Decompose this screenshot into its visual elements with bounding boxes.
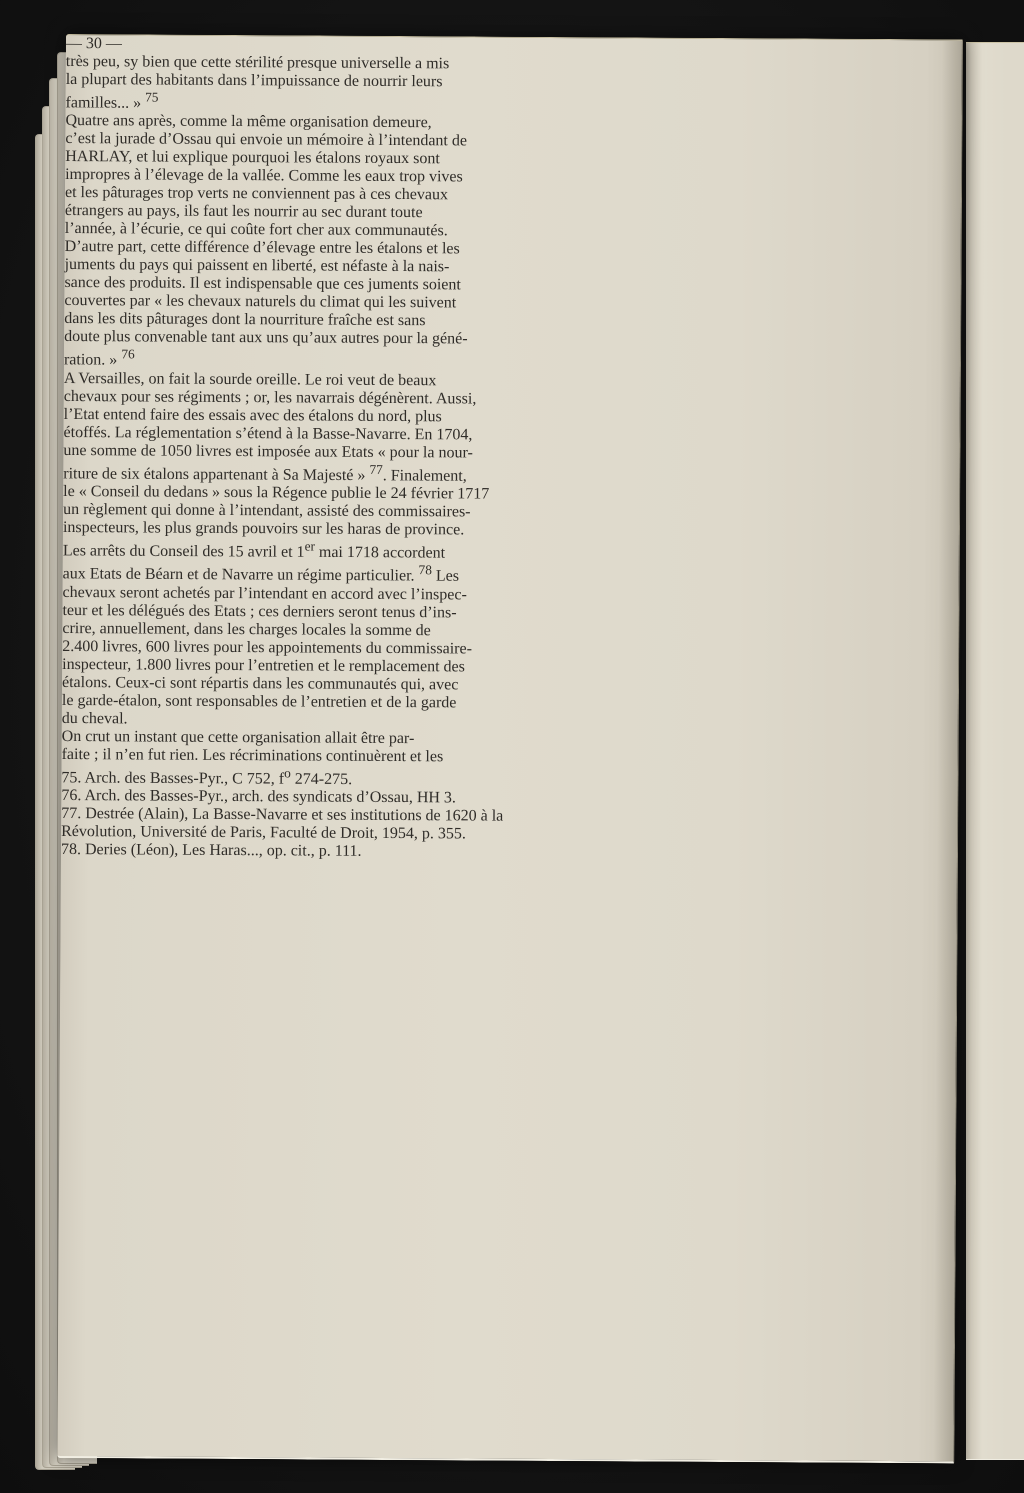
body-paragraph xyxy=(66,53,962,118)
body-text xyxy=(62,53,962,769)
text-segment: familles... » xyxy=(65,94,146,112)
text-segment: très peu, sy bien que cette stérilité presque universelle a mis xyxy=(65,52,450,73)
footnote-reference: er xyxy=(304,538,316,554)
text-segment: c’est la jurade d’Ossau qui envoie un mémoire à l’intendant de xyxy=(65,130,468,150)
text-segment: On crut un instant que cette organisation allait être par- xyxy=(61,727,415,747)
text-segment: dans les dits pâturages dont la nourriture fraîche est sans xyxy=(64,310,426,330)
text-segment: teur et les délégués des Etats ; ces derniers seront tenus d’ins- xyxy=(62,601,457,622)
text-segment: Les Haras..., op. cit., xyxy=(182,841,315,860)
text-segment: juments du pays qui paissent en liberté, est néfaste à la nais- xyxy=(64,256,450,276)
text-segment: D’autre part, cette différence d’élevage entre les étalons et les xyxy=(64,238,460,258)
text-segment: Les arrêts du Conseil des 15 avril et 1 xyxy=(62,542,305,561)
text-segment: l’Etat entend faire des essais avec des étalons du nord, plus xyxy=(63,405,442,425)
body-paragraph xyxy=(64,112,962,375)
text-segment: chevaux pour ses régiments ; or, les navarrais dégénèrent. Aussi, xyxy=(63,387,477,408)
text-segment: 2.400 livres, 600 livres pour les appointements du commissaire- xyxy=(62,637,473,658)
body-paragraph xyxy=(62,370,960,733)
text-segment: sance des produits. Il est indispensable que ces juments soient xyxy=(64,274,461,294)
text-segment: ration. » xyxy=(63,351,122,370)
footnote-reference: 77 xyxy=(369,461,383,477)
footnote-reference: o xyxy=(284,764,291,781)
text-segment: couvertes par « les chevaux naturels du climat qui les suivent xyxy=(64,292,457,312)
text-segment: A Versailles, on fait la sourde oreille. Le roi veut de beaux xyxy=(63,369,437,389)
footnote-list xyxy=(61,764,958,865)
text-segment: 76. Arch. des Basses-Pyr., arch. des syndicats d’Ossau, HH 3. xyxy=(61,786,457,807)
footnote-reference: 78 xyxy=(418,562,432,578)
text-segment: Révolution, xyxy=(61,822,137,841)
text-segment: La Basse-Navarre et ses institutions de 1620 à la xyxy=(192,805,504,825)
text-segment: aux Etats de Béarn et de Navarre un régime particulier. xyxy=(62,565,419,585)
text-segment: 78. Deries (Léon), xyxy=(60,840,183,859)
footnote-reference: 76 xyxy=(121,346,135,362)
text-segment: mai 1718 accordent xyxy=(314,543,446,562)
text-segment: inspecteurs, les plus grands pouvoirs sur les haras de province. xyxy=(62,518,465,539)
text-segment: 75. Arch. des Basses-Pyr., C 752, f xyxy=(61,768,285,788)
text-segment: doute plus convenable tant aux uns qu’aux autres pour la géné- xyxy=(64,328,468,348)
body-paragraph xyxy=(62,728,958,769)
text-segment: étoffés. La réglementation s’étend à la Basse-Navarre. En 1704, xyxy=(63,423,473,444)
footnote-section xyxy=(61,764,958,865)
text-segment: 274-275. xyxy=(290,770,353,788)
footnote-reference: 75 xyxy=(145,89,159,105)
text-segment: l’année, à l’écurie, ce qui coûte fort cher aux communautés. xyxy=(64,220,448,240)
text-segment: Les xyxy=(431,567,460,586)
text-segment: crire, annuellement, dans les charges locales la somme de xyxy=(62,619,431,639)
text-segment: et les pâturages trop verts ne conviennent pas à ces chevaux xyxy=(64,184,449,204)
text-segment: du cheval. xyxy=(61,709,128,728)
text-segment: faite ; il n’en fut rien. Les récriminations continuèrent et les xyxy=(61,745,444,765)
text-segment: étalons. Ceux-ci sont répartis dans les communautés qui, avec xyxy=(61,673,459,694)
text-segment: 77. Destrée (Alain), xyxy=(61,804,193,823)
text-segment: riture de six étalons appartenant à Sa Majesté » xyxy=(63,464,370,484)
book-page xyxy=(57,34,963,1463)
text-segment: chevaux seront achetés par l’intendant en accord avec l’inspec- xyxy=(62,583,467,604)
text-segment: le garde-étalon, sont responsables de l’entretien et de la garde xyxy=(61,691,457,712)
adjacent-page-sliver xyxy=(966,42,1024,1460)
text-segment: un règlement qui donne à l’intendant, assisté des commissaires- xyxy=(63,500,471,521)
text-segment: Quatre ans après, comme la même organisation demeure, xyxy=(65,112,432,132)
text-segment: le « Conseil du dedans » sous la Régence publie le 24 février 1717 xyxy=(63,482,490,503)
text-segment: inspecteur, 1.800 livres pour l’entretien et le remplacement des xyxy=(62,655,465,676)
text-segment: la plupart des habitants dans l’impuissance de nourrir leurs xyxy=(65,70,443,91)
footnote xyxy=(61,805,957,846)
text-segment: étrangers au pays, ils faut les nourrir au sec durant toute xyxy=(64,202,423,222)
text-segment: Université de Paris, Faculté de Droit, 1954, p. 355. xyxy=(136,823,467,843)
text-segment: impropres à l’élevage de la vallée. Comme les eaux trop vives xyxy=(65,166,463,186)
text-segment: . Finalement, xyxy=(382,466,467,485)
page-number: — 30 — xyxy=(65,34,122,53)
text-segment: p. 111. xyxy=(314,842,362,860)
text-segment: HARLAY, et lui explique pourquoi les étalons royaux sont xyxy=(65,148,440,168)
text-segment: une somme de 1050 livres est imposée aux Etats « pour la nour- xyxy=(63,441,473,462)
